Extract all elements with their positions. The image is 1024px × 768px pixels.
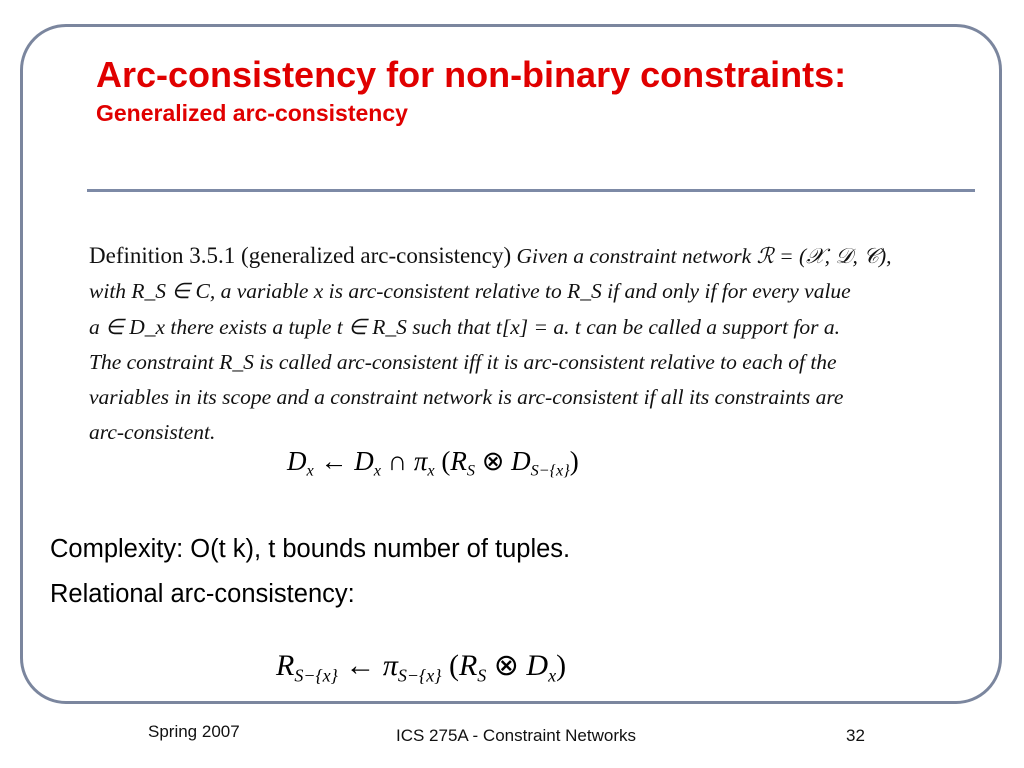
definition-line-4 (89, 345, 959, 380)
definition-block (89, 238, 959, 451)
gac-update-formula: $D_x$ ← $D_x$ ∩ $\pi_x$ ($R_S$ ⊗ $D_{S-\{x\}}$) (287, 446, 579, 480)
definition-text-6: arc-consistent. (89, 420, 216, 445)
definition-line-3 (89, 310, 959, 345)
slide-title: Arc-consistency for non-binary constraints: (96, 54, 847, 95)
slide-number: 32 (846, 726, 865, 745)
title-divider (87, 189, 975, 192)
complexity-text: Complexity: O(t k), t bounds number of tuples. (50, 535, 571, 563)
rac-update-formula: $R_{S-\{x\}}$ ← $\pi_{S-\{x\}}$ ($R_S$ ⊗ $D_x$) (276, 649, 567, 686)
definition-line-1 (89, 238, 959, 274)
definition-heading: Definition 3.5.1 (generalized arc-consistency) (89, 243, 512, 268)
definition-line-2 (89, 274, 959, 309)
slide-title-block (96, 54, 916, 128)
definition-line-5 (89, 380, 959, 415)
footer-date: Spring 2007 (148, 722, 240, 741)
definition-text-5: variables in its scope and a constraint network is arc-consistent if all its constraints are (89, 385, 844, 410)
slide-subtitle: Generalized arc-consistency (96, 100, 408, 126)
definition-text-4: The constraint R_S is called arc-consistent iff it is arc-consistent relative to each of the (89, 349, 837, 374)
definition-line-1-rest: Given a constraint network ℛ = (𝒳, 𝒟, 𝒞), (516, 244, 892, 268)
relational-arc-consistency-text: Relational arc-consistency: (50, 580, 355, 608)
definition-text-2: with R_S ∈ C, a variable x is arc-consistent relative to R_S if and only if for every value (89, 279, 851, 304)
footer-course: ICS 275A - Constraint Networks (396, 726, 636, 745)
definition-text-3: a ∈ D_x there exists a tuple t ∈ R_S such that t[x] = a. t can be called a support for a. (89, 314, 841, 339)
